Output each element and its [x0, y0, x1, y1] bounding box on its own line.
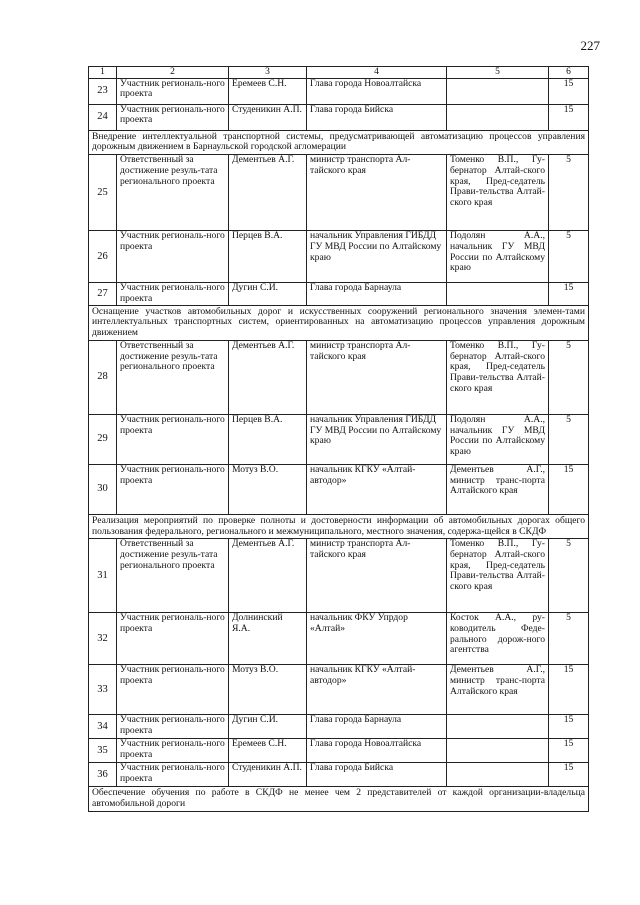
table-row: [89, 104, 589, 130]
supervisor-cell: [447, 715, 549, 739]
position-cell: начальник Управления ГИБДД ГУ МВД России по Алтайскому краю: [307, 414, 447, 464]
score-cell: 5: [549, 613, 589, 665]
column-header: 1: [89, 67, 117, 79]
role-cell: Участник региональ-ного проекта: [117, 464, 229, 514]
score-cell: 15: [549, 104, 589, 130]
score-cell: 15: [549, 739, 589, 763]
column-header: 4: [307, 67, 447, 79]
position-cell: начальник Управления ГИБДД ГУ МВД России по Алтайскому краю: [307, 231, 447, 283]
row-number: 25: [89, 155, 117, 231]
table-row: [89, 763, 589, 787]
table-row: [89, 665, 589, 715]
role-cell: Участник региональ-ного проекта: [117, 104, 229, 130]
page-number: 227: [580, 38, 600, 53]
section-title: Обеспечение обучения по работе в СКДФ не менее чем 2 представителей от каждой организации-владельца автомобильной дороги: [89, 787, 589, 811]
row-number: 30: [89, 464, 117, 514]
supervisor-cell: Томенко В.П., Гу-бернатор Алтай-ского края, Пред-седатель Прави-тельства Алтай-ского края: [447, 155, 549, 231]
role-cell: Участник региональ-ного проекта: [117, 715, 229, 739]
position-cell: Глава города Барнаула: [307, 283, 447, 305]
person-cell: Дементьев А.Г.: [229, 539, 307, 613]
responsibility-table: [88, 66, 589, 812]
table-row: [89, 414, 589, 464]
supervisor-cell: [447, 763, 549, 787]
supervisor-cell: Подолян А.А., начальник ГУ МВД России по Алтайскому краю: [447, 414, 549, 464]
role-cell: Ответственный за достижение резуль-тата регионального проекта: [117, 155, 229, 231]
role-cell: Ответственный за достижение резуль-тата регионального проекта: [117, 340, 229, 414]
row-number: 27: [89, 283, 117, 305]
role-cell: Участник региональ-ного проекта: [117, 231, 229, 283]
position-cell: начальник КГКУ «Алтай-автодор»: [307, 665, 447, 715]
supervisor-cell: Дементьев А.Г., министр транс-порта Алтайского края: [447, 464, 549, 514]
row-number: 34: [89, 715, 117, 739]
person-cell: Еремеев С.Н.: [229, 739, 307, 763]
supervisor-cell: [447, 739, 549, 763]
position-cell: начальник ФКУ Упрдор «Алтай»: [307, 613, 447, 665]
role-cell: Участник региональ-ного проекта: [117, 414, 229, 464]
role-cell: Участник региональ-ного проекта: [117, 78, 229, 104]
header-row: [89, 67, 589, 79]
column-header: 5: [447, 67, 549, 79]
position-cell: министр транспорта Ал-тайского края: [307, 340, 447, 414]
section-row: [89, 130, 589, 154]
table-row: [89, 155, 589, 231]
position-cell: Глава города Бийска: [307, 763, 447, 787]
person-cell: Дугин С.И.: [229, 715, 307, 739]
person-cell: Долнинский Я.А.: [229, 613, 307, 665]
person-cell: Дементьев А.Г.: [229, 155, 307, 231]
score-cell: 5: [549, 231, 589, 283]
score-cell: 5: [549, 155, 589, 231]
role-cell: Участник региональ-ного проекта: [117, 613, 229, 665]
role-cell: Участник региональ-ного проекта: [117, 283, 229, 305]
section-title: Оснащение участков автомобильных дорог и искусственных сооружений регионального значения элемен-тами интеллектуальных транспортных систем, ориентированных на автоматизацию процессов управления дорожным движением: [89, 305, 589, 340]
score-cell: 15: [549, 665, 589, 715]
table-row: [89, 340, 589, 414]
section-row: [89, 514, 589, 538]
row-number: 36: [89, 763, 117, 787]
table-row: [89, 464, 589, 514]
row-number: 24: [89, 104, 117, 130]
column-header: 3: [229, 67, 307, 79]
table-row: [89, 739, 589, 763]
row-number: 35: [89, 739, 117, 763]
section-title: Реализация мероприятий по проверке полноты и достоверности информации об автомобильных дорогах общего пользования федерального, регионального и межмуниципального, местного значения, содержа-щейся в СКДФ: [89, 514, 589, 538]
supervisor-cell: Томенко В.П., Гу-бернатор Алтай-ского края, Пред-седатель Прави-тельства Алтай-ского края: [447, 539, 549, 613]
person-cell: Перцев В.А.: [229, 414, 307, 464]
supervisor-cell: Косток А.А., ру-ководитель Феде-рального дорож-ного агентства: [447, 613, 549, 665]
score-cell: 5: [549, 414, 589, 464]
table-row: [89, 283, 589, 305]
column-header: 6: [549, 67, 589, 79]
role-cell: Участник региональ-ного проекта: [117, 763, 229, 787]
person-cell: Дементьев А.Г.: [229, 340, 307, 414]
row-number: 33: [89, 665, 117, 715]
column-header: 2: [117, 67, 229, 79]
score-cell: 5: [549, 539, 589, 613]
person-cell: Мотуз В.О.: [229, 464, 307, 514]
position-cell: Глава города Новоалтайска: [307, 739, 447, 763]
row-number: 28: [89, 340, 117, 414]
person-cell: Студеникин А.П.: [229, 104, 307, 130]
row-number: 32: [89, 613, 117, 665]
table-row: [89, 715, 589, 739]
supervisor-cell: [447, 283, 549, 305]
person-cell: Мотуз В.О.: [229, 665, 307, 715]
supervisor-cell: Томенко В.П., Гу-бернатор Алтай-ского края, Пред-седатель Прави-тельства Алтай-ского края: [447, 340, 549, 414]
role-cell: Участник региональ-ного проекта: [117, 665, 229, 715]
table-row: [89, 78, 589, 104]
table-row: [89, 231, 589, 283]
table-row: [89, 539, 589, 613]
person-cell: Дугин С.И.: [229, 283, 307, 305]
supervisor-cell: Подолян А.А., начальник ГУ МВД России по Алтайскому краю: [447, 231, 549, 283]
row-number: 31: [89, 539, 117, 613]
person-cell: Перцев В.А.: [229, 231, 307, 283]
person-cell: Студеникин А.П.: [229, 763, 307, 787]
supervisor-cell: [447, 78, 549, 104]
supervisor-cell: [447, 104, 549, 130]
score-cell: 15: [549, 78, 589, 104]
row-number: 26: [89, 231, 117, 283]
section-row: [89, 305, 589, 340]
person-cell: Еремеев С.Н.: [229, 78, 307, 104]
score-cell: 5: [549, 340, 589, 414]
table-row: [89, 613, 589, 665]
score-cell: 15: [549, 283, 589, 305]
role-cell: Ответственный за достижение резуль-тата регионального проекта: [117, 539, 229, 613]
position-cell: министр транспорта Ал-тайского края: [307, 155, 447, 231]
position-cell: Глава города Барнаула: [307, 715, 447, 739]
supervisor-cell: Дементьев А.Г., министр транс-порта Алтайского края: [447, 665, 549, 715]
row-number: 23: [89, 78, 117, 104]
score-cell: 15: [549, 763, 589, 787]
position-cell: министр транспорта Ал-тайского края: [307, 539, 447, 613]
row-number: 29: [89, 414, 117, 464]
score-cell: 15: [549, 715, 589, 739]
position-cell: начальник КГКУ «Алтай-автодор»: [307, 464, 447, 514]
position-cell: Глава города Бийска: [307, 104, 447, 130]
position-cell: Глава города Новоалтайска: [307, 78, 447, 104]
section-title: Внедрение интеллектуальной транспортной системы, предусматривающей автоматизацию процессов управления дорожным движением в Барнаульской городской агломерации: [89, 130, 589, 154]
section-row: [89, 787, 589, 811]
score-cell: 15: [549, 464, 589, 514]
role-cell: Участник региональ-ного проекта: [117, 739, 229, 763]
